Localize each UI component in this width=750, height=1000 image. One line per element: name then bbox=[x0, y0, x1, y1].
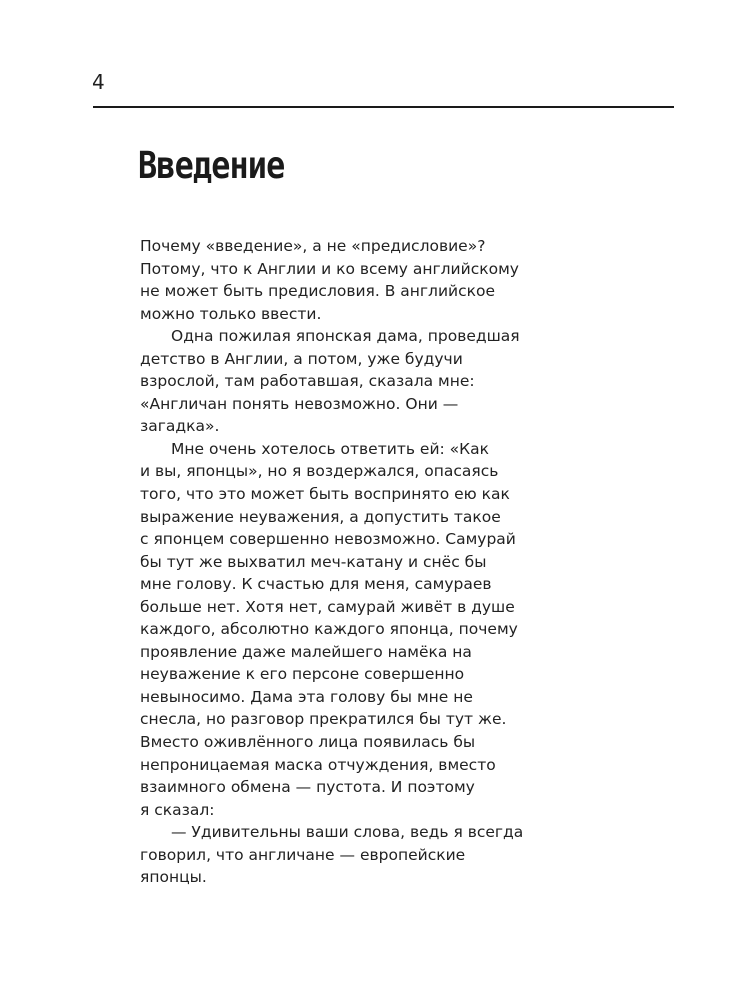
text-line: японцы. bbox=[140, 868, 207, 887]
text-line: снесла, но разговор прекратился бы тут же. bbox=[140, 710, 507, 729]
text-line: Мне очень хотелось ответить ей: «Как bbox=[171, 439, 490, 458]
text-line: взрослой, там работавшая, сказала мне: bbox=[140, 372, 475, 391]
text-line: больше нет. Хотя нет, самурай живёт в душе bbox=[140, 597, 515, 616]
text-line: Потому, что к Англии и ко всему английскому bbox=[140, 259, 519, 278]
body-text bbox=[140, 235, 540, 889]
text-line: каждого, абсолютно каждого японца, почему bbox=[140, 620, 518, 639]
text-line: — Удивительны ваши слова, ведь я всегда bbox=[171, 823, 524, 842]
text-line: Вместо оживлённого лица появилась бы bbox=[140, 733, 476, 752]
text-line: не может быть предисловия. В английское bbox=[140, 282, 496, 301]
text-line: говорил, что англичане — европейские bbox=[140, 845, 466, 864]
text-line: детство в Англии, а потом, уже будучи bbox=[140, 349, 463, 368]
text-line: невыносимо. Дама эта голову бы мне не bbox=[140, 687, 473, 706]
text-line: бы тут же выхватил меч-катану и снёс бы bbox=[140, 552, 487, 571]
text-line: того, что это может быть воспринято ею как bbox=[140, 485, 510, 504]
text-line: проявление даже малейшего намёка на bbox=[140, 642, 472, 661]
text-line: можно только ввести. bbox=[140, 304, 322, 323]
header-rule bbox=[93, 106, 674, 108]
chapter-title: Введение bbox=[138, 144, 285, 187]
text-line: мне голову. К счастью для меня, самураев bbox=[140, 575, 492, 594]
text-line: и вы, японцы», но я воздержался, опасаясь bbox=[140, 462, 499, 481]
text-line: Почему «введение», а не «предисловие»? bbox=[140, 237, 486, 255]
text-line: взаимного обмена — пустота. И поэтому bbox=[140, 778, 475, 797]
text-line: неуважение к его персоне совершенно bbox=[140, 665, 465, 684]
text-line: выражение неуважения, а допустить такое bbox=[140, 507, 501, 526]
page-number: 4 bbox=[92, 70, 105, 94]
text-line: я сказал: bbox=[140, 800, 215, 819]
text-line: «Англичан понять невозможно. Они — bbox=[140, 394, 459, 413]
text-line: непроницаемая маска отчуждения, вместо bbox=[140, 755, 496, 774]
text-line: загадка». bbox=[140, 417, 220, 436]
text-line: с японцем совершенно невозможно. Самурай bbox=[140, 530, 516, 549]
text-line: Одна пожилая японская дама, проведшая bbox=[171, 327, 520, 346]
